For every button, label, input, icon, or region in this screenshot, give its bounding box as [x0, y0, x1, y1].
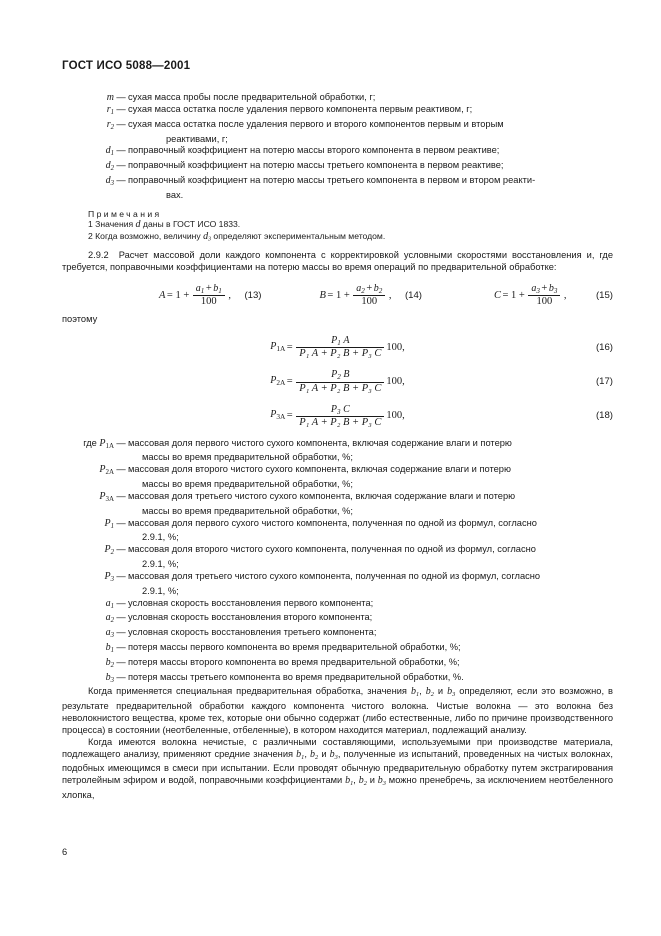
definition-dash: — — [116, 464, 126, 475]
poetomu-label: поэтому — [62, 314, 98, 325]
note-item — [88, 231, 613, 245]
definition-text: условная скорость восстановления третьего компонента; — [128, 627, 377, 638]
notes-block — [88, 209, 613, 245]
definition-row — [76, 518, 613, 533]
definition-row — [76, 642, 613, 657]
definition-dash: — — [116, 517, 126, 528]
definition-continuation: массы во время предварительной обработки, %; — [142, 479, 353, 490]
note-number: 1 — [88, 219, 93, 230]
closing-p2-a: Когда имеются волокна нечистые, с различными составляющими, используемыми при производстве материала, подлежащего анализу, применяют средние значения — [62, 736, 613, 759]
definition-row — [76, 612, 613, 627]
formula-16-numerator: $P_1$ A — [331, 335, 350, 348]
formula-14-denominator: 100 — [361, 296, 378, 308]
definition-dash: — — [116, 175, 126, 185]
definition-row — [88, 92, 613, 104]
note-text-pre: Когда возможно, величину — [95, 230, 204, 241]
formula-15-denominator: 100 — [536, 296, 553, 308]
formula-14-number: (14) — [404, 289, 422, 301]
definition-row — [76, 657, 613, 672]
formula-13-fraction — [193, 283, 225, 308]
definition-dash: — — [116, 145, 126, 156]
formula-13-eq: = 1 + — [166, 289, 190, 301]
definition-continuation: 2.9.1, %; — [142, 559, 179, 570]
formula-16-number: (16) — [595, 341, 613, 353]
definition-text: поправочный коэффициент на потерю массы третьего компонента в первом реактиве; — [128, 160, 504, 171]
symbol-r2: $r_2$ — [106, 118, 114, 131]
definition-dash: — — [116, 103, 126, 114]
formula-13-lhs: A — [159, 289, 166, 301]
symbol-a2: $a_2$ — [105, 612, 114, 625]
note-variable-sub: 3 — [208, 236, 212, 243]
symbol-a3: $a_3$ — [105, 627, 114, 640]
definition-row — [88, 175, 613, 190]
symbol-b3: $b_3$ — [105, 671, 114, 684]
var-b: b — [358, 775, 364, 787]
where-definition-list — [76, 438, 613, 687]
definition-dash: — — [116, 597, 126, 608]
definition-row — [76, 571, 613, 586]
definition-dash: — — [116, 92, 126, 102]
formula-17-multiplier: 100, — [386, 376, 405, 387]
formula-18-fraction — [296, 404, 384, 429]
closing-paragraph-2: Когда имеются волокна нечистые, с различными составляющими, используемыми при производстве материала, подлежащего анализу, применяют средние значения $b_1$, $b_2$ и $b_3$, полученные из испытаний, проведенных на чистых волокнах, подобных имеющимся в смеси при испытании. Если проводят обычную предварительную обработку путем экстрагирования петролейным эфиром и водой, поправочными коэффициентами $b_1$, $b_2$ и $b_3$ можно пренебречь, за исключением неотбеленного хлопка, — [62, 736, 613, 800]
formula-15-numerator: $a_3 + b_3$ — [531, 282, 558, 295]
definition-text: поправочный коэффициент на потерю массы второго компонента в первом реактиве; — [128, 145, 500, 156]
formula-row-abc — [62, 283, 613, 308]
var-b: b — [425, 686, 431, 698]
definition-text: потеря массы первого компонента во время предварительной обработки, %; — [128, 642, 461, 653]
definition-continuation: массы во время предварительной обработки, %; — [142, 505, 353, 516]
definition-dash: — — [116, 437, 126, 448]
definition-dash: — — [116, 570, 126, 581]
formula-row-16 — [62, 335, 613, 360]
definition-text: условная скорость восстановления первого компонента; — [128, 597, 374, 608]
definition-text: условная скорость восстановления второго компонента; — [128, 612, 373, 623]
definition-continuation: массы во время предварительной обработки, %; — [142, 452, 353, 463]
formula-18-number: (18) — [595, 410, 613, 422]
var-b: b — [447, 686, 453, 698]
formula-18-lhs: P3А — [270, 409, 286, 422]
definition-continuation: реактивами, г; — [166, 133, 228, 144]
definition-row — [88, 145, 613, 160]
definition-dash: — — [116, 671, 126, 682]
formula-15-number: (15) — [595, 289, 613, 301]
definition-text: массовая доля первого чистого сухого компонента, включая содержание влаги и потерю — [128, 437, 512, 448]
definition-row — [76, 544, 613, 559]
definition-continuation: 2.9.1, %; — [142, 585, 179, 596]
formula-13-numerator: $a_1 + b_1$ — [195, 282, 222, 295]
formula-18-numerator: $P_3$ C — [330, 403, 350, 416]
definition-text: сухая масса остатка после удаления первого и второго компонентов первым и вторым — [128, 118, 504, 129]
formula-17-eq: = — [286, 376, 293, 387]
symbol-definition-list — [88, 92, 613, 202]
formula-14-fraction — [353, 283, 385, 308]
definition-dash: — — [116, 642, 126, 653]
formula-14-lhs: B — [319, 289, 326, 301]
definition-dash: — — [116, 118, 126, 129]
formula-14-eq: = 1 + — [327, 289, 350, 301]
definition-row — [88, 119, 613, 134]
definition-dash: — — [116, 627, 126, 638]
var-b: b — [345, 775, 351, 787]
definition-row — [76, 491, 613, 506]
formula-row-17 — [62, 369, 613, 394]
symbol-p2: $P_2$ — [104, 544, 114, 557]
formula-13-tail: , — [228, 289, 231, 301]
page-number: 6 — [62, 847, 68, 857]
closing-paragraph-1: Когда применяется специальная предварительная обработка, значения $b_1$, $b_2$ и $b_3$ определяют, если это возможно, в результате предварительной обработки каждого компонента чистого волокна. Чистые волокна — это волокна без неволокнистого вещества, кроме тех, которые они обычно содержат (либо естественные, либо по причине производственного процесса) в состоянии (неотбеленные, отбеленные), в котором находится материал, подлежащий анализу. — [62, 686, 613, 735]
var-b: b — [296, 748, 302, 760]
var-b: b — [377, 775, 383, 787]
definition-text: массовая доля третьего чистого сухого компонента, включая содержание влаги и потерю — [128, 490, 516, 501]
definition-dash: — — [116, 490, 126, 501]
symbol-p1: $P_1$ — [104, 517, 114, 530]
closing-p2-d: , полученные из испытаний, проведенных на чистых волокнах, подобных имеющимся в смеси при испытании. Если проводят обычную предварительную обработку путем экстрагирования петролейным эфиром и водой, поправочными коэффициентами — [62, 748, 613, 786]
var-b: b — [410, 686, 416, 698]
closing-p1-a: Когда применяется специальная предварительная обработка, значения — [88, 686, 411, 697]
definition-text: поправочный коэффициент на потерю массы третьего компонента в первом и втором реакти- — [128, 175, 536, 185]
definition-row — [76, 627, 613, 642]
definition-dash: — — [116, 544, 126, 555]
definition-row — [88, 160, 613, 175]
definition-continuation: вах. — [166, 189, 184, 200]
formula-17-denominator: P₁ A + P₂ B + P₃ C — [299, 382, 382, 394]
formula-18 — [270, 404, 405, 429]
closing-p2-g: можно пренебречь, за исключением неотбеленного хлопка, — [62, 775, 613, 800]
formula-18-eq: = — [286, 410, 293, 422]
note-variable: d — [203, 230, 209, 242]
symbol-m: m — [106, 92, 114, 103]
formula-17-number: (17) — [595, 376, 613, 387]
symbol-a1: $a_1$ — [105, 597, 114, 610]
section-number: 2.9.2 — [88, 250, 109, 261]
formula-16-lhs: P1А — [270, 340, 286, 353]
section-text: Расчет массовой доли каждого компонента с корректировкой условными скоростями восстановления и, где требуется, поправочными коэффициентами на потерю массы во время операций по предварительной обработке: — [62, 250, 613, 273]
note-text-post: даны в ГОСТ ИСО 1833. — [140, 219, 241, 230]
document-body — [62, 92, 613, 802]
definition-row — [88, 104, 613, 119]
where-label-and-symbol: где P1А — [83, 437, 114, 450]
definition-row — [76, 598, 613, 613]
formula-13 — [159, 283, 262, 308]
formula-13-number: (13) — [244, 289, 262, 301]
symbol-d3: $d_3$ — [105, 175, 114, 187]
formula-14-numerator: $a_2 + b_2$ — [356, 282, 383, 295]
definition-text: сухая масса остатка после удаления первого компонента первым реактивом, г; — [128, 103, 473, 114]
formula-16-fraction — [296, 335, 384, 360]
definition-continuation: 2.9.1, %; — [142, 532, 179, 543]
definition-text: массовая доля второго чистого сухого компонента, включая содержание влаги и потерю — [128, 464, 511, 475]
definition-row — [76, 464, 613, 479]
document-header: ГОСТ ИСО 5088—2001 — [62, 60, 191, 72]
symbol-d2: $d_2$ — [105, 160, 114, 173]
formula-16-eq: = — [286, 341, 293, 353]
formula-row-18 — [62, 404, 613, 429]
definition-text: сухая масса пробы после предварительной обработки, г; — [128, 92, 376, 102]
definition-row — [76, 672, 613, 687]
note-variable: d — [135, 219, 141, 231]
note-number: 2 — [88, 230, 93, 241]
note-text-pre: Значения — [95, 219, 136, 230]
formula-15-tail: , — [563, 289, 567, 301]
formula-17-numerator: $P_2$ B — [331, 369, 350, 382]
definition-text: массовая доля второго чистого сухого компонента, полученная по одной из формул, согласно — [128, 544, 536, 555]
formula-18-denominator: P₁ A + P₂ B + P₃ C — [299, 416, 382, 428]
formula-15 — [494, 283, 568, 308]
formula-13-denominator: 100 — [200, 296, 217, 308]
symbol-p2a: P2А — [99, 464, 114, 477]
definition-dash: — — [116, 656, 126, 667]
definition-text: массовая доля третьего чистого сухого компонента, полученная по одной из формул, согласно — [128, 570, 541, 581]
formula-16-multiplier: 100, — [386, 341, 405, 353]
symbol-r1: $r_1$ — [106, 103, 114, 116]
formula-16-denominator: P₁ A + P₂ B + P₃ C — [299, 348, 382, 360]
notes-title: Примечания — [88, 208, 162, 219]
definition-row — [76, 438, 613, 453]
formula-15-eq: = 1 + — [502, 289, 525, 301]
symbol-b1: $b_1$ — [105, 642, 114, 654]
section-2-9-2-paragraph — [62, 250, 613, 274]
definition-text: потеря массы второго компонента во время предварительной обработки, %; — [128, 656, 460, 667]
symbol-b2: $b_2$ — [105, 656, 114, 669]
definition-text: потеря массы третьего компонента во время предварительной обработки, %. — [128, 671, 464, 682]
note-item — [88, 219, 613, 231]
symbol-d1: $d_1$ — [105, 145, 114, 158]
var-b: b — [310, 748, 316, 760]
formula-14-tail: , — [388, 289, 392, 301]
formula-17 — [270, 369, 405, 394]
var-b: b — [329, 748, 335, 760]
note-text-post: определяют экспериментальным методом. — [211, 230, 386, 241]
formula-15-fraction — [528, 283, 560, 308]
symbol-p3: $P_3$ — [104, 570, 114, 583]
definition-text: массовая доля первого сухого чистого компонента, полученная по одной из формул, согласно — [128, 517, 537, 528]
symbol-p3a: P3А — [99, 490, 114, 503]
formula-18-multiplier: 100, — [386, 410, 405, 422]
definition-dash: — — [116, 612, 126, 623]
formula-14 — [320, 283, 423, 308]
closing-p1-d: определяют, если это возможно, в результате предварительной обработки каждого компонента чистого волокна. Чистые волокна — это волокна без неволокнистого вещества, кроме тех, которые они обычно содержат (либо естественные, либо по причине производственного процесса) в состоянии (неотбеленные, отбеленные), в котором находится материал, подлежащий анализу. — [62, 686, 613, 735]
definition-dash: — — [116, 160, 126, 171]
formula-16 — [270, 335, 405, 360]
formula-17-fraction — [296, 369, 384, 394]
formula-17-lhs: P2А — [270, 375, 286, 387]
formula-15-lhs: C — [494, 289, 502, 301]
